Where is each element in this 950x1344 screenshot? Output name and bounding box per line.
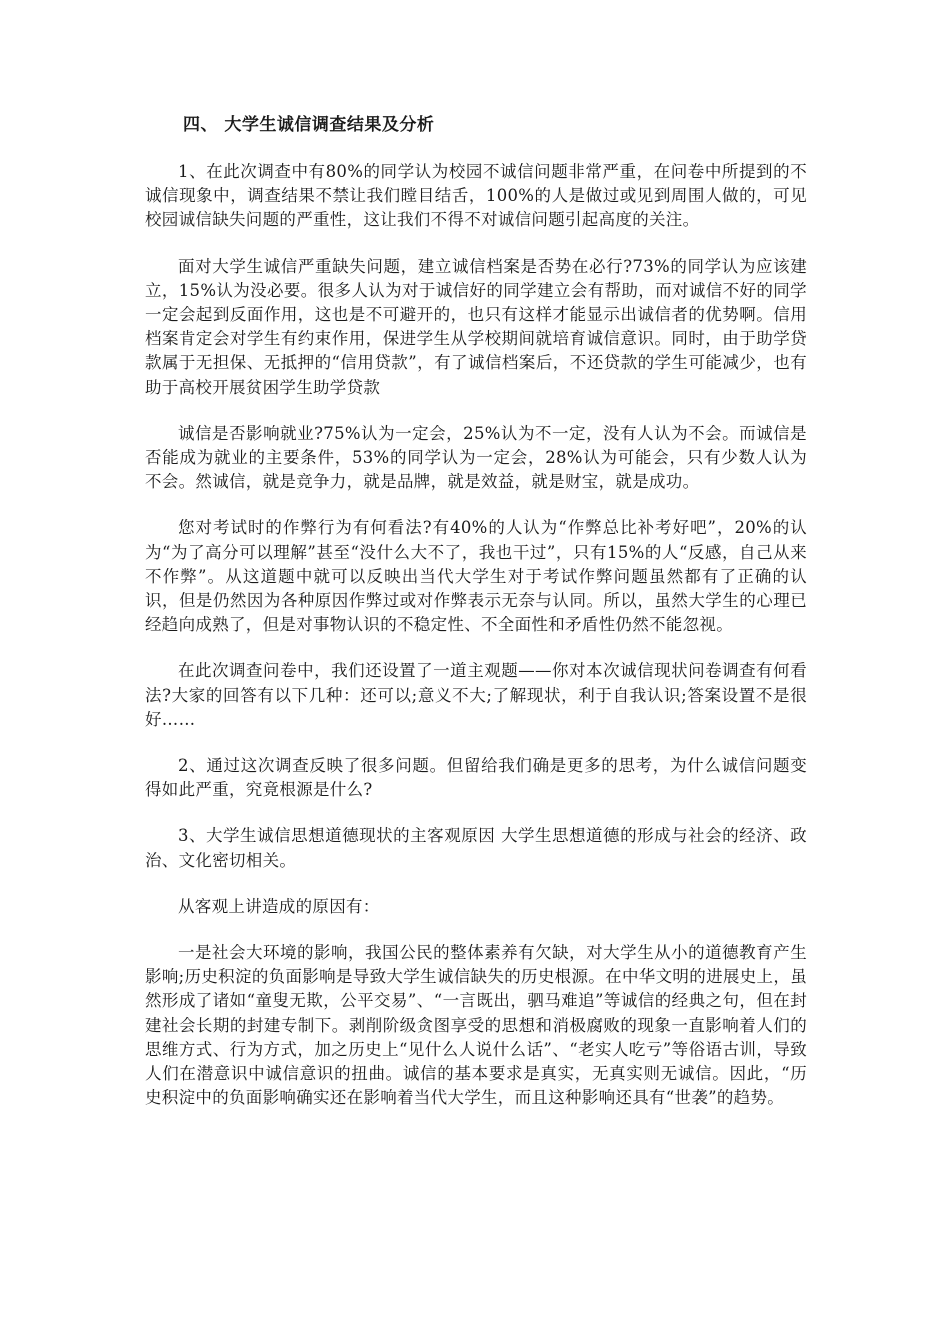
paragraph-6: 2、通过这次调查反映了很多问题。但留给我们确是更多的思考，为什么诚信问题变得如此严重，究竟根源是什么? — [145, 756, 807, 800]
paragraph-1: 1、在此次调查中有80%的同学认为校园不诚信问题非常严重，在问卷中所提到的不诚信现象中，调查结果不禁让我们瞠目结舌，100%的人是做过或见到周围人做的，可见校园诚信缺失问题的严重性，这让我们不得不对诚信问题引起高度的关注。 — [145, 162, 807, 230]
section-heading: 四、 大学生诚信调查结果及分析 — [183, 115, 435, 135]
document-page — [145, 112, 807, 1133]
paragraph-2: 面对大学生诚信严重缺失问题，建立诚信档案是否势在必行?73%的同学认为应该建立，15%认为没必要。很多人认为对于诚信好的同学建立会有帮助，而对诚信不好的同学一定会起到反面作用，这也是不可避开的，也只有这样才能显示出诚信者的优势啊。信用档案肯定会对学生有约束作用，保进学生从学校期间就培育诚信意识。同时，由于助学贷款属于无担保、无抵押的“信用贷款”，有了诚信档案后，不还贷款的学生可能减少，也有助于高校开展贫困学生助学贷款 — [145, 256, 807, 397]
paragraph-4: 您对考试时的作弊行为有何看法?有40%的人认为“作弊总比补考好吧”，20%的认为“为了高分可以理解”甚至“没什么大不了，我也干过”，只有15%的人“反感，自己从来不作弊”。从这道题中就可以反映出当代大学生对于考试作弊问题虽然都有了正确的认识，但是仍然因为各种原因作弊过或对作弊表示无奈与认同。所以，虽然大学生的心理已经趋向成熟了，但是对事物认识的不稳定性、不全面性和矛盾性仍然不能忽视。 — [145, 518, 807, 635]
paragraph-7: 3、大学生诚信思想道德现状的主客观原因 大学生思想道德的形成与社会的经济、政治、文化密切相关。 — [145, 826, 807, 870]
paragraph-9: 一是社会大环境的影响，我国公民的整体素养有欠缺，对大学生从小的道德教育产生影响;历史积淀的负面影响是导致大学生诚信缺失的历史根源。在中华文明的进展史上，虽然形成了诸如“童叟无欺，公平交易”、“一言既出，驷马难追”等诚信的经典之句，但在封建社会长期的封建专制下。剥削阶级贪图享受的思想和消极腐败的现象一直影响着人们的思维方式、行为方式，加之历史上“见什么人说什么话”、“老实人吃亏”等俗语古训，导致人们在潜意识中诚信意识的扭曲。诚信的基本要求是真实，无真实则无诚信。因此，“历史积淀中的负面影响确实还在影响着当代大学生，而且这种影响还具有“世袭”的趋势。 — [145, 943, 807, 1108]
paragraph-8: 从客观上讲造成的原因有： — [178, 896, 380, 916]
paragraph-3: 诚信是否影响就业?75%认为一定会，25%认为不一定，没有人认为不会。而诚信是否能成为就业的主要条件，53%的同学认为一定会，28%认为可能会，只有少数人认为不会。然诚信，就是竞争力，就是品牌，就是效益，就是财宝，就是成功。 — [145, 423, 807, 492]
paragraph-5: 在此次调查问卷中，我们还设置了一道主观题——你对本次诚信现状问卷调查有何看法?大家的回答有以下几种：还可以;意义不大;了解现状，利于自我认识;答案设置不是很好…… — [145, 661, 807, 729]
